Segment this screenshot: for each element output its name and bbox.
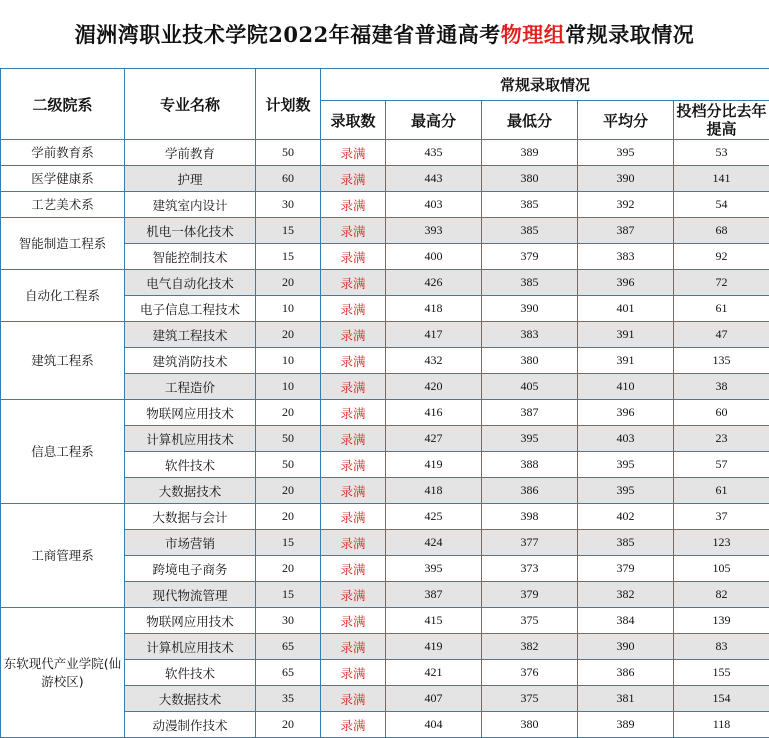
avg-score-cell: 396 [578, 270, 674, 296]
max-score-cell: 419 [386, 452, 482, 478]
diff-cell: 135 [674, 348, 769, 374]
status-cell: 录满 [321, 426, 386, 452]
dept-cell: 工艺美术系 [1, 192, 125, 218]
major-cell: 工程造价 [125, 374, 256, 400]
diff-cell: 53 [674, 140, 769, 166]
min-score-cell: 390 [482, 296, 578, 322]
avg-score-cell: 390 [578, 634, 674, 660]
avg-score-cell: 379 [578, 556, 674, 582]
diff-cell: 68 [674, 218, 769, 244]
min-score-cell: 398 [482, 504, 578, 530]
avg-score-cell: 401 [578, 296, 674, 322]
min-score-cell: 373 [482, 556, 578, 582]
plan-cell: 10 [256, 374, 321, 400]
major-cell: 建筑室内设计 [125, 192, 256, 218]
max-score-cell: 387 [386, 582, 482, 608]
max-score-cell: 395 [386, 556, 482, 582]
max-score-cell: 418 [386, 478, 482, 504]
diff-cell: 60 [674, 400, 769, 426]
plan-cell: 65 [256, 634, 321, 660]
status-cell: 录满 [321, 140, 386, 166]
min-score-cell: 379 [482, 582, 578, 608]
status-cell: 录满 [321, 348, 386, 374]
plan-cell: 15 [256, 530, 321, 556]
plan-cell: 20 [256, 504, 321, 530]
title-suffix: 常规录取情况 [565, 22, 695, 47]
diff-cell: 105 [674, 556, 769, 582]
min-score-cell: 385 [482, 192, 578, 218]
table-row [1, 322, 769, 348]
dept-cell: 东软现代产业学院(仙游校区) [1, 608, 125, 738]
diff-cell: 82 [674, 582, 769, 608]
diff-cell: 61 [674, 296, 769, 322]
min-score-cell: 395 [482, 426, 578, 452]
plan-cell: 15 [256, 244, 321, 270]
max-score-cell: 403 [386, 192, 482, 218]
plan-cell: 50 [256, 426, 321, 452]
plan-cell: 20 [256, 712, 321, 738]
title-highlight: 物理组 [500, 22, 566, 47]
major-cell: 动漫制作技术 [125, 712, 256, 738]
avg-score-cell: 392 [578, 192, 674, 218]
status-cell: 录满 [321, 712, 386, 738]
dept-cell: 医学健康系 [1, 166, 125, 192]
major-cell: 物联网应用技术 [125, 608, 256, 634]
diff-cell: 54 [674, 192, 769, 218]
major-cell: 建筑工程技术 [125, 322, 256, 348]
min-score-cell: 380 [482, 712, 578, 738]
status-cell: 录满 [321, 244, 386, 270]
status-cell: 录满 [321, 504, 386, 530]
max-score-cell: 424 [386, 530, 482, 556]
status-cell: 录满 [321, 192, 386, 218]
plan-cell: 10 [256, 348, 321, 374]
avg-score-cell: 403 [578, 426, 674, 452]
min-score-cell: 376 [482, 660, 578, 686]
dept-cell: 工商管理系 [1, 504, 125, 608]
status-cell: 录满 [321, 478, 386, 504]
major-cell: 机电一体化技术 [125, 218, 256, 244]
diff-cell: 83 [674, 634, 769, 660]
table-row [1, 140, 769, 166]
status-cell: 录满 [321, 452, 386, 478]
header-group: 常规录取情况 [321, 69, 769, 101]
status-cell: 录满 [321, 296, 386, 322]
header-min: 最低分 [482, 101, 578, 140]
plan-cell: 20 [256, 400, 321, 426]
max-score-cell: 393 [386, 218, 482, 244]
min-score-cell: 380 [482, 348, 578, 374]
table-row [1, 504, 769, 530]
dept-cell: 信息工程系 [1, 400, 125, 504]
avg-score-cell: 381 [578, 686, 674, 712]
major-cell: 软件技术 [125, 660, 256, 686]
plan-cell: 20 [256, 270, 321, 296]
status-cell: 录满 [321, 322, 386, 348]
max-score-cell: 443 [386, 166, 482, 192]
min-score-cell: 379 [482, 244, 578, 270]
status-cell: 录满 [321, 400, 386, 426]
min-score-cell: 385 [482, 270, 578, 296]
avg-score-cell: 382 [578, 582, 674, 608]
diff-cell: 141 [674, 166, 769, 192]
diff-cell: 47 [674, 322, 769, 348]
min-score-cell: 380 [482, 166, 578, 192]
plan-cell: 60 [256, 166, 321, 192]
major-cell: 现代物流管理 [125, 582, 256, 608]
max-score-cell: 435 [386, 140, 482, 166]
min-score-cell: 387 [482, 400, 578, 426]
major-cell: 大数据技术 [125, 478, 256, 504]
diff-cell: 37 [674, 504, 769, 530]
min-score-cell: 405 [482, 374, 578, 400]
plan-cell: 20 [256, 556, 321, 582]
max-score-cell: 426 [386, 270, 482, 296]
table-body [1, 140, 769, 738]
plan-cell: 15 [256, 582, 321, 608]
major-cell: 大数据技术 [125, 686, 256, 712]
min-score-cell: 389 [482, 140, 578, 166]
status-cell: 录满 [321, 608, 386, 634]
max-score-cell: 400 [386, 244, 482, 270]
major-cell: 建筑消防技术 [125, 348, 256, 374]
major-cell: 电气自动化技术 [125, 270, 256, 296]
status-cell: 录满 [321, 270, 386, 296]
major-cell: 大数据与会计 [125, 504, 256, 530]
avg-score-cell: 395 [578, 452, 674, 478]
avg-score-cell: 396 [578, 400, 674, 426]
plan-cell: 20 [256, 478, 321, 504]
status-cell: 录满 [321, 166, 386, 192]
diff-cell: 61 [674, 478, 769, 504]
plan-cell: 10 [256, 296, 321, 322]
avg-score-cell: 384 [578, 608, 674, 634]
avg-score-cell: 402 [578, 504, 674, 530]
dept-cell: 自动化工程系 [1, 270, 125, 322]
status-cell: 录满 [321, 556, 386, 582]
table-row [1, 270, 769, 296]
status-cell: 录满 [321, 660, 386, 686]
avg-score-cell: 389 [578, 712, 674, 738]
header-row-1 [1, 69, 769, 101]
max-score-cell: 404 [386, 712, 482, 738]
min-score-cell: 385 [482, 218, 578, 244]
plan-cell: 50 [256, 452, 321, 478]
dept-cell: 智能制造工程系 [1, 218, 125, 270]
major-cell: 智能控制技术 [125, 244, 256, 270]
dept-cell: 学前教育系 [1, 140, 125, 166]
major-cell: 学前教育 [125, 140, 256, 166]
major-cell: 护理 [125, 166, 256, 192]
diff-cell: 72 [674, 270, 769, 296]
avg-score-cell: 387 [578, 218, 674, 244]
major-cell: 电子信息工程技术 [125, 296, 256, 322]
max-score-cell: 421 [386, 660, 482, 686]
header-avg: 平均分 [578, 101, 674, 140]
max-score-cell: 425 [386, 504, 482, 530]
major-cell: 跨境电子商务 [125, 556, 256, 582]
plan-cell: 20 [256, 322, 321, 348]
avg-score-cell: 390 [578, 166, 674, 192]
avg-score-cell: 385 [578, 530, 674, 556]
diff-cell: 155 [674, 660, 769, 686]
max-score-cell: 418 [386, 296, 482, 322]
diff-cell: 139 [674, 608, 769, 634]
avg-score-cell: 386 [578, 660, 674, 686]
table-row [1, 400, 769, 426]
plan-cell: 15 [256, 218, 321, 244]
table-row [1, 192, 769, 218]
dept-cell: 建筑工程系 [1, 322, 125, 400]
diff-cell: 123 [674, 530, 769, 556]
max-score-cell: 427 [386, 426, 482, 452]
avg-score-cell: 383 [578, 244, 674, 270]
min-score-cell: 375 [482, 686, 578, 712]
status-cell: 录满 [321, 582, 386, 608]
table-row [1, 166, 769, 192]
max-score-cell: 419 [386, 634, 482, 660]
min-score-cell: 386 [482, 478, 578, 504]
diff-cell: 57 [674, 452, 769, 478]
table-row [1, 218, 769, 244]
diff-cell: 38 [674, 374, 769, 400]
avg-score-cell: 395 [578, 478, 674, 504]
max-score-cell: 420 [386, 374, 482, 400]
min-score-cell: 377 [482, 530, 578, 556]
table-row [1, 608, 769, 634]
plan-cell: 30 [256, 608, 321, 634]
avg-score-cell: 391 [578, 348, 674, 374]
min-score-cell: 375 [482, 608, 578, 634]
diff-cell: 118 [674, 712, 769, 738]
max-score-cell: 407 [386, 686, 482, 712]
status-cell: 录满 [321, 686, 386, 712]
admission-table [0, 68, 769, 738]
page-title [0, 0, 769, 68]
status-cell: 录满 [321, 530, 386, 556]
max-score-cell: 415 [386, 608, 482, 634]
avg-score-cell: 395 [578, 140, 674, 166]
status-cell: 录满 [321, 374, 386, 400]
plan-cell: 35 [256, 686, 321, 712]
major-cell: 计算机应用技术 [125, 426, 256, 452]
max-score-cell: 432 [386, 348, 482, 374]
avg-score-cell: 391 [578, 322, 674, 348]
major-cell: 市场营销 [125, 530, 256, 556]
max-score-cell: 417 [386, 322, 482, 348]
avg-score-cell: 410 [578, 374, 674, 400]
min-score-cell: 383 [482, 322, 578, 348]
major-cell: 物联网应用技术 [125, 400, 256, 426]
header-major: 专业名称 [125, 69, 256, 140]
diff-cell: 154 [674, 686, 769, 712]
major-cell: 计算机应用技术 [125, 634, 256, 660]
header-plan: 计划数 [256, 69, 321, 140]
min-score-cell: 388 [482, 452, 578, 478]
max-score-cell: 416 [386, 400, 482, 426]
min-score-cell: 382 [482, 634, 578, 660]
status-cell: 录满 [321, 218, 386, 244]
diff-cell: 92 [674, 244, 769, 270]
header-max: 最高分 [386, 101, 482, 140]
header-admitted: 录取数 [321, 101, 386, 140]
diff-cell: 23 [674, 426, 769, 452]
status-cell: 录满 [321, 634, 386, 660]
header-diff: 投档分比去年提高 [674, 101, 769, 140]
plan-cell: 30 [256, 192, 321, 218]
plan-cell: 65 [256, 660, 321, 686]
plan-cell: 50 [256, 140, 321, 166]
title-prefix: 湄洲湾职业技术学院2022年福建省普通高考 [74, 22, 501, 47]
major-cell: 软件技术 [125, 452, 256, 478]
header-dept: 二级院系 [1, 69, 125, 140]
